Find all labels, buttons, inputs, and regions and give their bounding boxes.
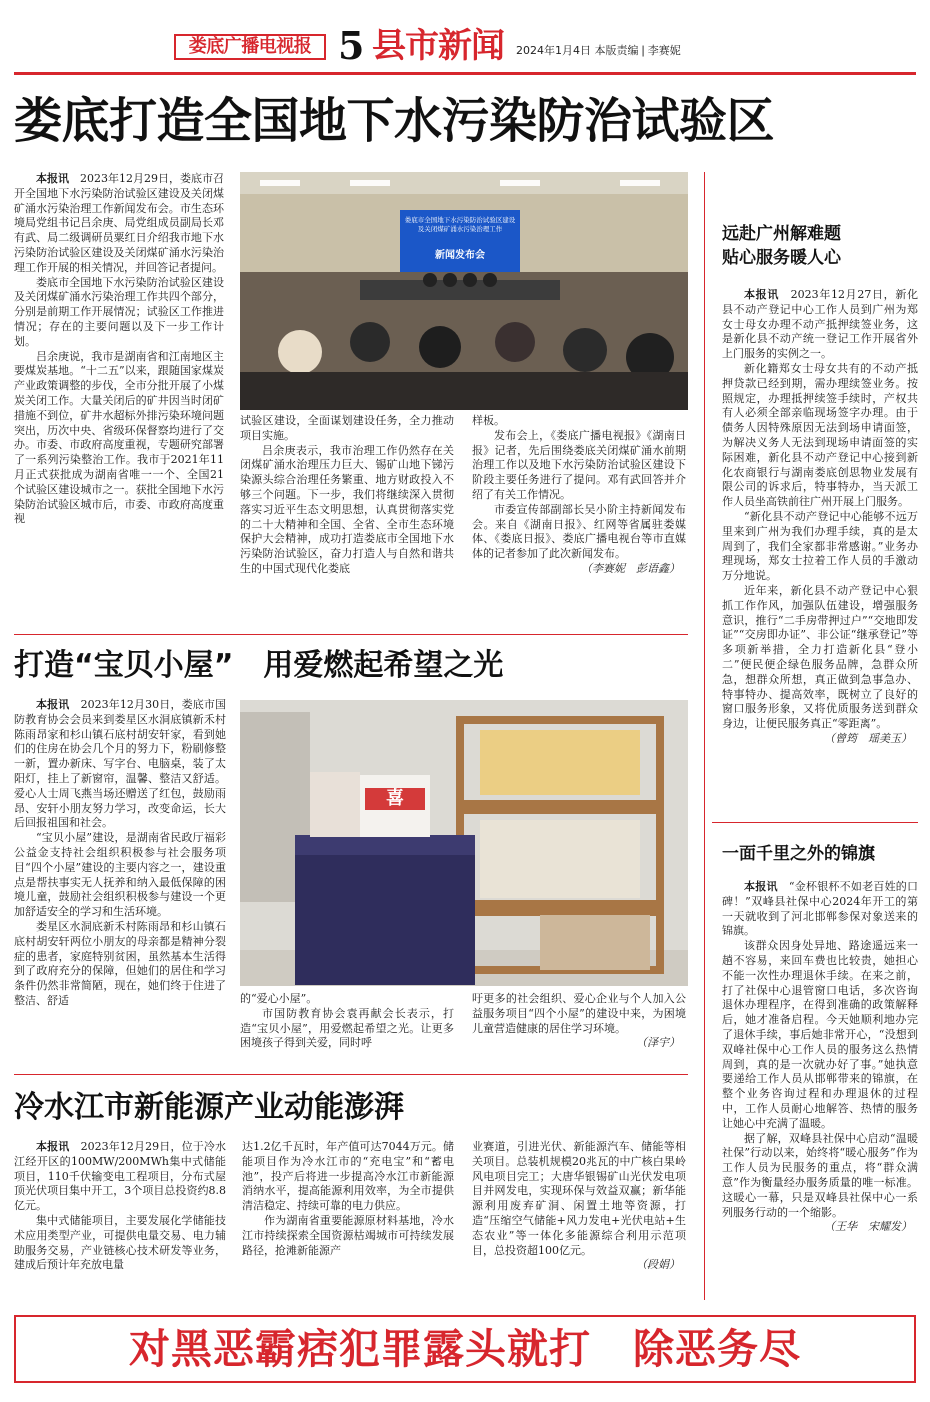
sidebar2-byline: （王华 宋耀发）	[824, 1220, 912, 1234]
article1-para: 吕余庚说，我市是湖南省和江南地区主要煤炭基地。“十二五”以来，跟随国家煤炭产业政策调整的步伐，全市分批开展了小煤炭关闭工作。大量关闭后的矿井因当时闭矿措施不到位，矿井水超标外排污染环境问题突出，历次中央、省级环保督察均进行了交办。市委、市政府高度重视，专题研究部署了一系列污染整治工作。我市于2021年11月正式获批成为湖南省唯一一个、全国21个试验区建设城市之一。获批全国地下水污染防治试验区城市后，市委、市政府高度重视	[14, 349, 224, 526]
article3-para: 达1.2亿千瓦时，年产值可达7044万元。储能项目作为冷水江市的“充电宝”和“蓄电池”，投产后将进一步提高冷水江市新能源消纳水平，提高能源利用效率，为全市提供清洁稳定、持续可靠的电力供应。	[242, 1140, 454, 1213]
article3-byline: （段娟）	[636, 1258, 680, 1272]
article2-col2	[240, 992, 454, 1062]
article3-col1	[14, 1140, 226, 1298]
article2-para: 市国防教育协会袁再献会长表示，打造“宝贝小屋”，用爱燃起希望之光。让更多困境孩子得到关爱，同时呼	[240, 1006, 454, 1050]
article1-para: 试验区建设，全面谋划建设任务，全力推动项目实施。	[240, 414, 454, 442]
sidebar1-para: “新化县不动产登记中心能够不远万里来到广州为我们办理手续，真的是太周到了，我们全家都非常感谢。”业务办理现场，郑女士拉着工作人员的手激动万分地说。	[722, 509, 918, 583]
sidebar2-headline: 一面千里之外的锦旗	[722, 844, 875, 864]
sidebar1-para: 新化籍郑女士母女共有的不动产抵押贷款已经到期，需办理续签业务。按照规定，办理抵押续签手续时，产权共有人必须全部亲临现场签字办理。由于债务人因特殊原因无法到场申请面签，为解决义务人无法到现场申请面签的实际困难，新化县不动产登记中心接到新化农商银行与湖南娄底创思物业发展有限公司的诉求后，特事特办，当天派工作人员坐高铁前往广州开展上门服务。	[722, 361, 918, 509]
article3-para: 作为湖南省重要能源原材料基地，冷水江市持续探索全国资源枯竭城市可持续发展路径，抢滩新能源产	[242, 1213, 454, 1257]
issue-meta: 2024年1月4日 本版责编❘李赛妮	[516, 44, 681, 57]
column-divider	[704, 172, 705, 1300]
page-number: 5	[338, 23, 365, 68]
photo-banner-title: 新闻发布会	[435, 250, 485, 261]
sidebar1-para: 2023年12月27日，新化县不动产登记中心工作人员到广州为郑女士母女办理不动产抵押续签业务，这是新化县不动产统一登记工作开展省外上门服务的实例之一。	[722, 288, 918, 361]
divider	[14, 1074, 688, 1075]
article1-para: 市委宣传部副部长吴小阶主持新闻发布会。来自《湖南日报》、红网等省属驻娄媒体、《娄底日报》、娄底广播电视台等市直媒体的记者参加了此次新闻发布。	[472, 502, 686, 561]
sidebar2-para: “金杯银杯不如老百姓的口碑！”双峰县社保中心2024年开工的第一天就收到了河北邯郸参保对象送来的锦旗。	[722, 880, 918, 938]
article1-para: 吕余庚表示，我市治理工作仍然存在关闭煤矿涌水治理压力巨大、锡矿山地下锑污染源头综合治理任务繁重、地方财政投入不够三个问题。下一步，我们将继续深入贯彻落实习近平生态文明思想，认真贯彻落实党的二十大精神和全国、全省、全市生态环境保护大会精神，成功打造娄底市全国地下水污染防治试验区，奋力打造人与自然和谐共生的中国式现代化娄底	[240, 443, 454, 575]
article2-byline: （泽宇）	[636, 1036, 680, 1050]
article2-para: 吁更多的社会组织、爱心企业与个人加入公益服务项目“四个小屋”的建设中来，为困境儿童营造健康的居住学习环境。	[472, 992, 686, 1035]
article3-col2	[242, 1140, 454, 1298]
sidebar2-body	[722, 880, 918, 1300]
article1-para: 发布会上，《娄底广播电视报》《湖南日报》记者，先后围绕娄底关闭煤矿涌水前期治理工作以及地下水污染防治试验区建设下阶段主要任务进行了提问。邓有武回答并介绍了有关工作情况。	[472, 428, 686, 501]
sidebar1-body	[722, 288, 918, 810]
article3-para: 业赛道，引进光伏、新能源汽车、储能等相关项目。总装机规模20兆瓦的中广核白果岭风电项目完工；大唐华银锡矿山光伏发电项目并网发电，实现环保与效益双赢；新华能源利用废弃矿洞、闲置土地等资源，打造“压缩空气储能+风力发电+光伏电站+生态农业”等一体化多能源综合利用示范项目，总投资超100亿元。	[472, 1140, 686, 1257]
article3-lead: 本报讯	[36, 1140, 70, 1153]
article3-col3	[472, 1140, 686, 1298]
article2-col1	[14, 698, 226, 1066]
article2-para: 的“爱心小屋”。	[240, 992, 318, 1005]
article1-col1	[14, 172, 224, 627]
masthead-rule	[14, 72, 916, 75]
article1-col2	[240, 414, 454, 626]
newspaper-logo: 娄底广播电视报	[174, 34, 326, 60]
article2-col3	[472, 992, 686, 1062]
sidebar2-lead: 本报讯	[744, 880, 778, 893]
article1-headline: 娄底打造全国地下水污染防治试验区	[14, 93, 775, 149]
bunk-bed-photo	[240, 700, 688, 986]
article2-headline: 打造“宝贝小屋” 用爱燃起希望之光	[14, 648, 504, 683]
slogan-banner: 对黑恶霸痞犯罪露头就打 除恶务尽	[14, 1315, 916, 1383]
article1-lead: 本报讯	[36, 172, 69, 185]
sidebar1-lead: 本报讯	[744, 288, 779, 301]
divider	[712, 822, 918, 823]
sidebar2-para: 该群众因身处异地、路途遥远来一趟不容易，来回车费也比较贵，她担心不能一次性办理退休手续。在来之前，打了社保中心退管窗口电话，多次咨询退休办理程序，在得到准确的政策解释后，她才准备启程。今天她顺利地办完了退休手续，事后她非常开心，“没想到双峰社保中心工作人员的服务这么热情周到，真的是一次就办好了事。”她执意要递给工作人员从邯郸带来的锦旗，在整个业务咨询过程和办理退休的过程中，工作人员耐心地解答、热情的服务让她心中充满了温暖。	[722, 939, 918, 1130]
photo-banner-text: 娄底市全国地下水污染防治试验区建设及关闭煤矿涌水污染治理工作	[404, 216, 516, 233]
sidebar1-para: 近年来，新化县不动产登记中心狠抓工作作风，加强队伍建设，增强服务意识，推行“二手房带押过户”“交地即发证”“交房即办证”、非公证“继承登记”等多项新举措，全力打造新化县“登小二”便民便企绿色服务品牌，急群众所急，想群众所想，真正做到急事急办、特事特办、提高效率，既树立了良好的窗口服务形象，又将优质服务送到群众身边，让便民服务真正“零距离”。	[722, 583, 918, 731]
sidebar2-para: 据了解，双峰县社保中心启动“温暖社保”行动以来，始终将“暖心服务”作为工作人员为民服务的重点，将“群众满意”作为衡量经办服务质量的唯一标准。这暖心一幕，只是双峰县社保中心一系列服务行动的一个缩影。	[722, 1131, 918, 1219]
article3-para: 2023年12月29日，位于冷水江经开区的100MW/200MWh集中式储能项目，110千伏输变电工程项目，分布式屋顶光伏项目集中开工，3个项目总投资约8.8亿元。	[14, 1140, 226, 1213]
press-conference-photo	[240, 172, 688, 410]
article2-para: 娄星区水洞底新禾村陈雨昂和杉山镇石底村胡安轩两位小朋友的母亲都是精神分裂症的患者，家庭特别贫困，虽然基本生活得到了政府充分的保障，但她们的居住和学习条件仍然非常简陋，现在，她们终于住进了整洁、舒适	[14, 919, 226, 1007]
sidebar1-byline: （曾筠 瑶美玉）	[824, 731, 912, 745]
section-title: 县市新闻	[372, 26, 504, 66]
sidebar1-headline-line1: 远赴广州解难题	[722, 224, 841, 244]
article1-para: 2023年12月29日，娄底市召开全国地下水污染防治试验区建设及关闭煤矿涌水污染治理工作新闻发布会。市生态环境局党组书记吕余庚、局党组成员副局长邓有武、局二级调研员粟红日介绍我市地下水污染防治试验区建设及关闭煤矿涌水污染治理工作开展的相关情况，并回答记者提问。	[14, 172, 224, 274]
article3-headline: 冷水江市新能源产业动能澎湃	[14, 1090, 404, 1125]
article1-para: 娄底市全国地下水污染防治试验区建设及关闭煤矿涌水污染治理工作共四个部分，分别是前期工作开展情况；试验区工作推进情况；存在的主要问题以及下一步工作计划。	[14, 275, 224, 348]
article1-byline: （李赛妮 彭语鑫）	[581, 561, 680, 575]
article2-para: 2023年12月30日，娄底市国防教育协会会员来到娄星区水洞底镇新禾村陈雨昂家和杉山镇石底村胡安轩家，看到她们的住房在协会几个月的努力下，粉刷修整一新，置办新床、写字台、电脑桌，装了太阳灯，挂上了新窗帘，温馨、整洁又舒适。爱心人士周飞燕当场还赠送了红包，鼓励雨昂、安轩小朋友努力学习，改变命运，长大后回报祖国和社会。	[14, 698, 226, 830]
sidebar1-headline	[722, 222, 918, 270]
quilt-character: 喜	[386, 788, 404, 809]
article2-para: “宝贝小屋”建设，是湖南省民政厅福彩公益金支持社会组织积极参与社会服务项目“四个小屋”建设的主要内容之一，建设重点是帮扶事实无人抚养和纳入最低保障的困境儿童，鼓励社会组织积极参与建设一个更加舒适安全的学习和生活环境。	[14, 831, 226, 919]
article2-lead: 本报讯	[36, 698, 70, 711]
sidebar1-headline-line2: 贴心服务暖人心	[722, 248, 841, 268]
article1-col3	[472, 414, 686, 626]
article3-para: 集中式储能项目，主要发展化学储能技术应用类型产业，可提供电量交易、电力辅助服务交易，产业链核心技术研发等业务，建成后预计年充放电量	[14, 1213, 226, 1272]
divider	[14, 634, 688, 635]
article1-para: 样板。	[472, 414, 505, 427]
